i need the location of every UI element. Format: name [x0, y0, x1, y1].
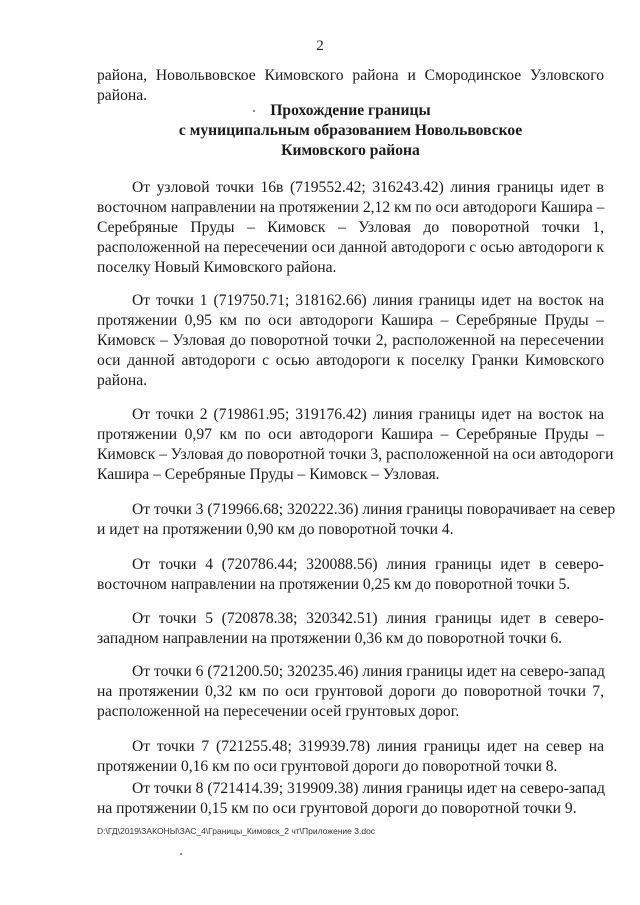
paragraph-line: От точки 8 (721414.39; 319909.38) линия границы идет на северо-запад	[132, 780, 605, 797]
paragraph-line: От точки 2 (719861.95; 319176.42) линия границы идет на восток на	[132, 406, 604, 423]
paragraph-line: От точки 6 (721200.50; 320235.46) линия границы идет на северо-запад	[132, 663, 605, 680]
paragraph-line: района.	[97, 372, 148, 389]
intro-line: района, Новольвовское Кимовского района и Смородинское Узловского	[97, 67, 604, 84]
intro-line: района.	[97, 87, 148, 104]
paragraph-line: расположенной на пересечении осей грунтовых дорог.	[97, 703, 460, 720]
paragraph-line: на протяжении 0,32 км по оси грунтовой дороги до поворотной точки 7,	[97, 683, 604, 700]
paragraph-line: От точки 5 (720878.38; 320342.51) линия границы идет в северо-	[132, 610, 604, 627]
paragraph-line: От узловой точки 16в (719552.42; 316243.42) линия границы идет в	[132, 179, 604, 196]
paragraph-line: восточном направлении на протяжении 2,12 км по оси автодороги Кашира –	[97, 199, 605, 216]
paragraph-line: на протяжении 0,15 км по оси грунтовой дороги до поворотной точки 9.	[97, 800, 577, 817]
paragraph-line: расположенной на пересечении оси данной автодороги с осью автодороги к	[97, 239, 604, 256]
paragraph-line: Серебряные Пруды – Кимовск – Узловая до поворотной точки 1,	[97, 219, 604, 236]
paragraph-line: западном направлении на протяжении 0,36 км до поворотной точки 6.	[97, 630, 563, 647]
paragraph-line: Кимовск – Узловая до поворотной точки 2, расположенной на пересечении	[97, 332, 604, 349]
paragraph-line: От точки 3 (719966.68; 320222.36) линия границы поворачивает на север	[132, 501, 616, 518]
paragraph-line: От точки 1 (719750.71; 318162.66) линия границы идет на восток на	[132, 292, 604, 309]
footer-file-path: D:\ГД\2019\ЗАКОНЫ\ЗАС_4\Границы_Кимовск_2 чт\Приложение 3.doc	[97, 826, 376, 836]
section-heading-line: Кимовского района	[281, 142, 420, 159]
paragraph-line: восточном направлении на протяжении 0,25 км до поворотной точки 5.	[97, 576, 571, 593]
paragraph-line: От точки 4 (720786.44; 320088.56) линия границы идет в северо-	[132, 556, 604, 573]
paragraph-line: Кашира – Серебряные Пруды – Кимовск – Узловая.	[97, 466, 440, 483]
section-heading-line: Прохождение границы	[270, 102, 431, 119]
paragraph-line: протяжении 0,97 км по оси автодороги Кашира – Серебряные Пруды –	[97, 426, 604, 443]
paragraph-line: и идет на протяжении 0,90 км до поворотной точки 4.	[97, 521, 454, 538]
page-number: 2	[316, 38, 324, 54]
paragraph-line: протяжении 0,16 км по оси грунтовой дороги до поворотной точки 8.	[97, 758, 558, 775]
paragraph-line: От точки 7 (721255.48; 319939.78) линия границы идет на север на	[132, 738, 604, 755]
scan-speck	[180, 853, 182, 855]
paragraph-line: оси данной автодороги с осью автодороги к поселку Гранки Кимовского	[97, 352, 604, 369]
paragraph-line: протяжении 0,95 км по оси автодороги Кашира – Серебряные Пруды –	[97, 312, 604, 329]
section-heading-line: с муниципальным образованием Новольвовское	[178, 122, 523, 139]
paragraph-line: Кимовск – Узловая до поворотной точки 3, расположенной на оси автодороги	[97, 446, 614, 463]
paragraph-line: поселку Новый Кимовского района.	[97, 259, 337, 276]
scan-speck	[253, 110, 255, 112]
